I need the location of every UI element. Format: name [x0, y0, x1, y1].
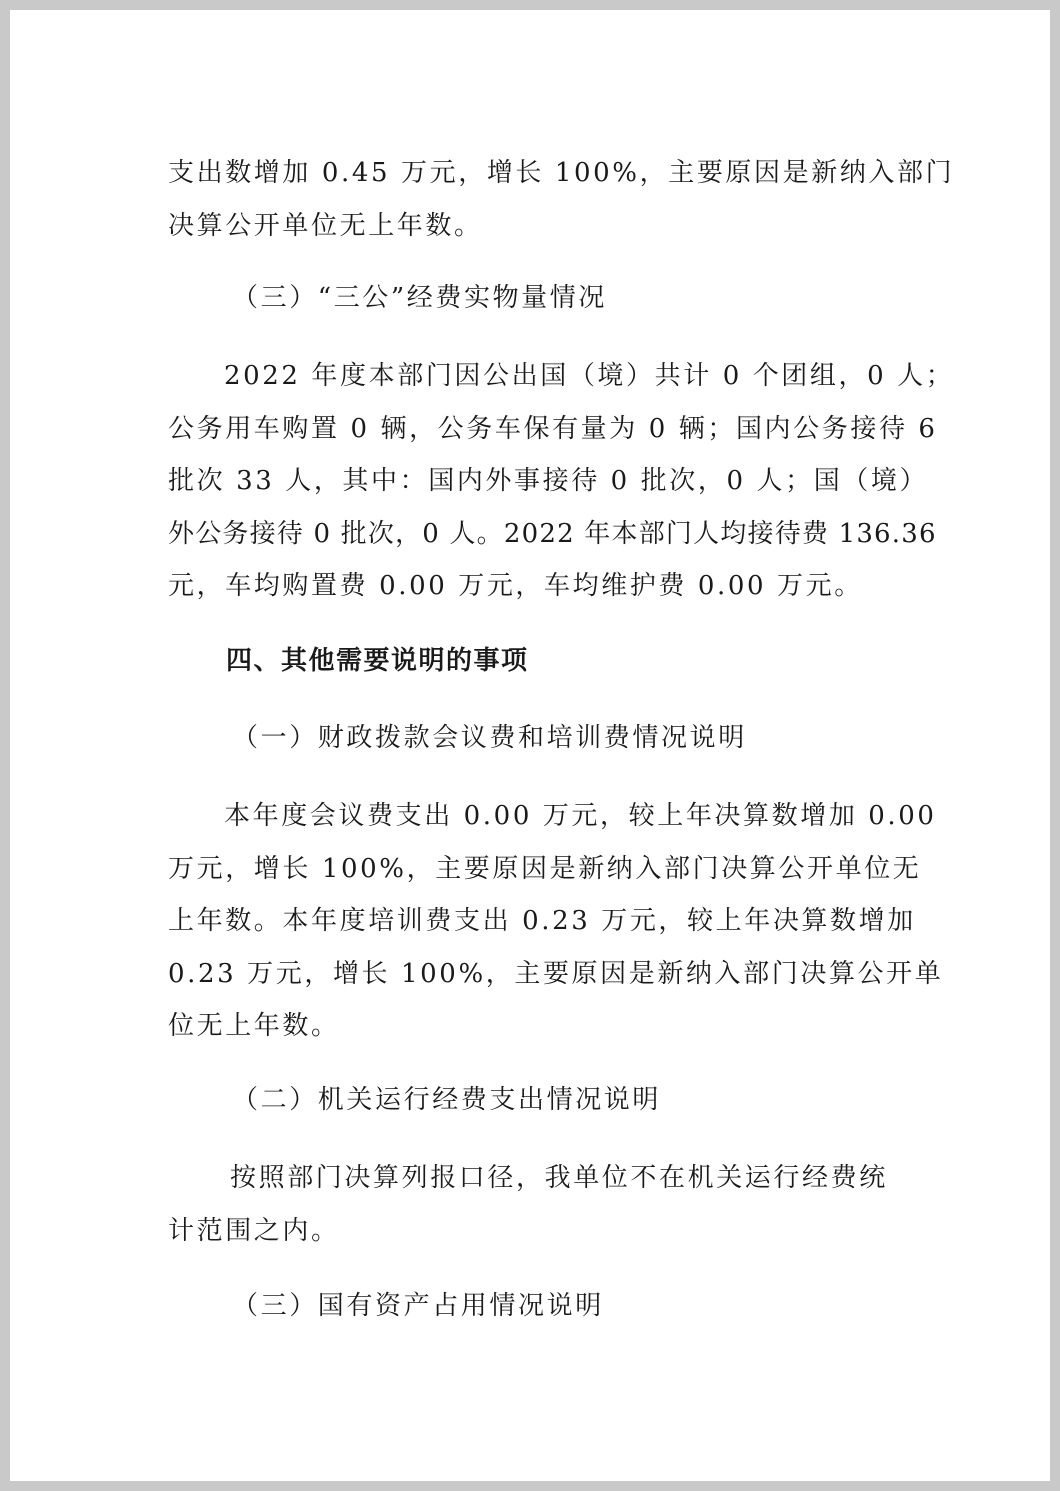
text-line: 决算公开单位无上年数。 [168, 210, 483, 241]
text-line: 公务用车购置 0 辆，公务车保有量为 0 辆；国内公务接待 6 [168, 413, 938, 444]
text-line: 批次 33 人，其中：国内外事接待 0 批次，0 人；国（境） [168, 466, 929, 496]
text-line: 按照部门决算列报口径，我单位不在机关运行经费统 [230, 1163, 888, 1193]
text-line: 万元，增长 100%，主要原因是新纳入部门决算公开单位无 [168, 853, 922, 884]
text-line: 位无上年数。 [168, 1011, 340, 1041]
paragraph-meeting-training [168, 790, 944, 1053]
heading-operating-expenses: （二）机关运行经费支出情况说明 [232, 1085, 662, 1115]
text-line: 2022 年度本部门因公出国（境）共计 0 个团组，0 人； [224, 361, 955, 391]
heading-state-assets: （三）国有资产占用情况说明 [232, 1291, 604, 1321]
text-line: 支出数增加 0.45 万元，增长 100%，主要原因是新纳入部门 [168, 158, 955, 188]
heading-meeting-training: （一）财政拨款会议费和培训费情况说明 [232, 723, 747, 753]
text-line: 元，车均购置费 0.00 万元，车均维护费 0.00 万元。 [168, 571, 863, 601]
text-line: 本年度会议费支出 0.00 万元，较上年决算数增加 0.00 [224, 801, 937, 831]
paragraph-operating-expenses [168, 1152, 898, 1257]
text-line: 计范围之内。 [168, 1215, 340, 1246]
heading-other-matters: 四、其他需要说明的事项 [226, 646, 529, 676]
paragraph-sangong-details [168, 350, 955, 613]
text-line: 上年数。本年度培训费支出 0.23 万元，较上年决算数增加 [168, 906, 916, 936]
document-page [10, 10, 1050, 1481]
text-line: 外公务接待 0 批次，0 人。2022 年本部门人均接待费 136.36 [168, 518, 937, 549]
heading-sangong-physical: （三）“三公”经费实物量情况 [232, 283, 607, 313]
paragraph-expense-increase [168, 147, 955, 252]
text-line: 0.23 万元，增长 100%，主要原因是新纳入部门决算公开单 [168, 958, 944, 989]
